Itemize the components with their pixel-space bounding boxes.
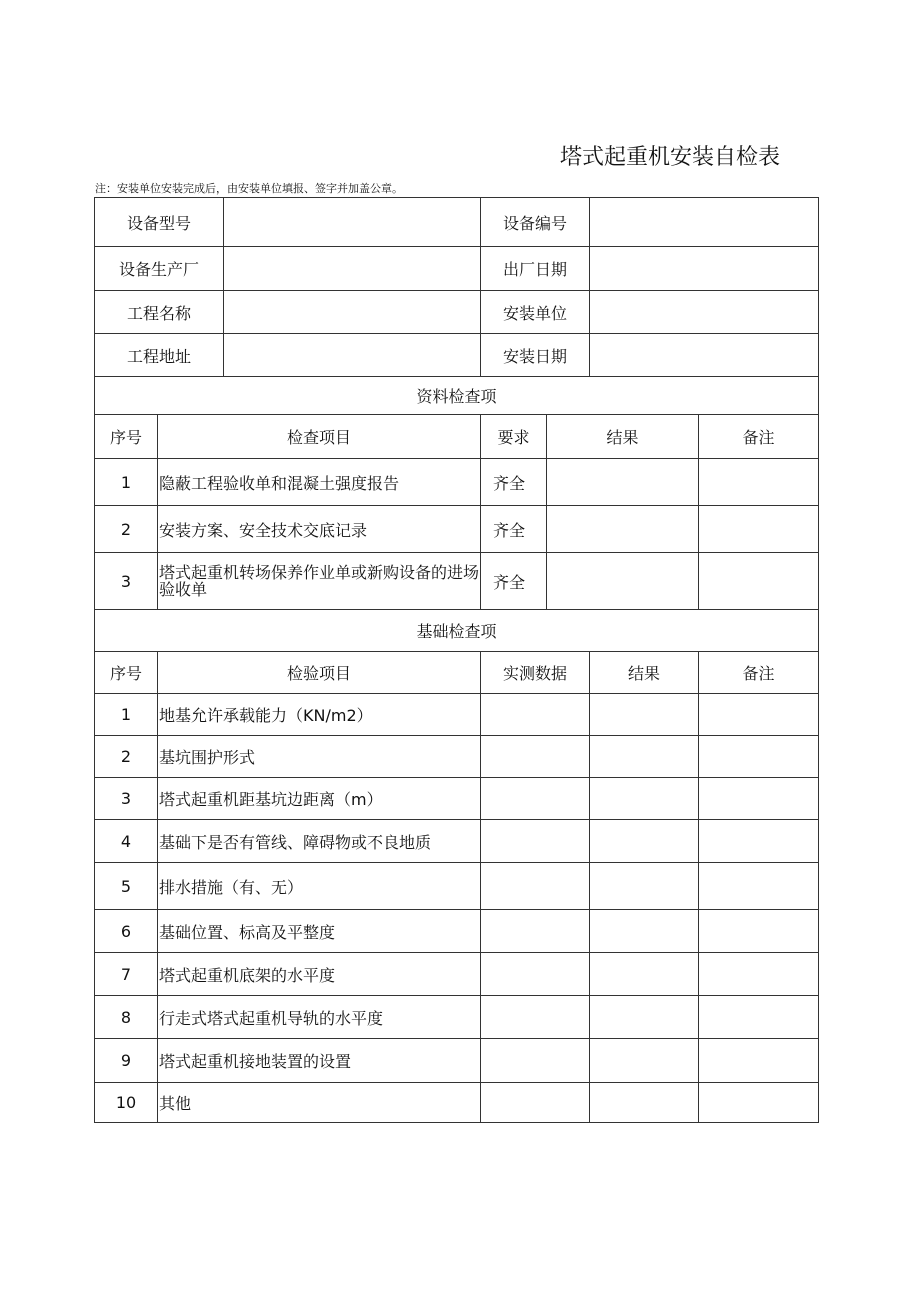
inspection-table bbox=[94, 197, 819, 1123]
row-item: 基础下是否有管线、障碍物或不良地质 bbox=[158, 820, 481, 863]
row-measured[interactable] bbox=[481, 1039, 590, 1083]
value-install-unit[interactable] bbox=[590, 291, 819, 334]
row-result[interactable] bbox=[547, 459, 699, 506]
row-remark[interactable] bbox=[699, 694, 819, 736]
value-factory-date[interactable] bbox=[590, 247, 819, 291]
row-result[interactable] bbox=[590, 953, 699, 996]
row-no: 10 bbox=[95, 1083, 158, 1123]
row-item: 行走式塔式起重机导轨的水平度 bbox=[158, 996, 481, 1039]
table-row bbox=[95, 694, 819, 736]
row-item: 基础位置、标高及平整度 bbox=[158, 910, 481, 953]
table-row bbox=[95, 1083, 819, 1123]
row-item: 隐蔽工程验收单和混凝土强度报告 bbox=[158, 459, 481, 506]
row-item: 塔式起重机距基坑边距离（m） bbox=[158, 778, 481, 820]
table-row bbox=[95, 953, 819, 996]
label-install-unit: 安装单位 bbox=[481, 291, 590, 334]
row-remark[interactable] bbox=[699, 1083, 819, 1123]
row-measured[interactable] bbox=[481, 910, 590, 953]
row-remark[interactable] bbox=[699, 953, 819, 996]
table-row bbox=[95, 778, 819, 820]
table-row bbox=[95, 736, 819, 778]
section-header-row bbox=[95, 610, 819, 652]
row-no: 8 bbox=[95, 996, 158, 1039]
table-row bbox=[95, 910, 819, 953]
row-no: 6 bbox=[95, 910, 158, 953]
row-remark[interactable] bbox=[699, 736, 819, 778]
column-header-row bbox=[95, 652, 819, 694]
info-row bbox=[95, 198, 819, 247]
row-item: 其他 bbox=[158, 1083, 481, 1123]
table-row bbox=[95, 820, 819, 863]
row-requirement: 齐全 bbox=[481, 553, 547, 610]
page-title: 塔式起重机安装自检表 bbox=[560, 145, 781, 170]
section-header-row bbox=[95, 377, 819, 415]
col-header-remark: 备注 bbox=[699, 652, 819, 694]
value-equipment-model[interactable] bbox=[224, 198, 481, 247]
label-manufacturer: 设备生产厂 bbox=[95, 247, 224, 291]
row-measured[interactable] bbox=[481, 736, 590, 778]
label-project-name: 工程名称 bbox=[95, 291, 224, 334]
row-no: 7 bbox=[95, 953, 158, 996]
col-header-measured: 实测数据 bbox=[481, 652, 590, 694]
row-requirement: 齐全 bbox=[481, 459, 547, 506]
column-header-row bbox=[95, 415, 819, 459]
row-measured[interactable] bbox=[481, 778, 590, 820]
col-header-remark: 备注 bbox=[699, 415, 819, 459]
docs-section-title: 资料检查项 bbox=[95, 377, 819, 415]
row-item: 安装方案、安全技术交底记录 bbox=[158, 506, 481, 553]
row-no: 5 bbox=[95, 863, 158, 910]
row-item: 基坑围护形式 bbox=[158, 736, 481, 778]
row-remark[interactable] bbox=[699, 1039, 819, 1083]
label-project-address: 工程地址 bbox=[95, 334, 224, 377]
value-project-address[interactable] bbox=[224, 334, 481, 377]
row-item: 塔式起重机接地装置的设置 bbox=[158, 1039, 481, 1083]
row-result[interactable] bbox=[590, 996, 699, 1039]
label-equipment-no: 设备编号 bbox=[481, 198, 590, 247]
col-header-requirement: 要求 bbox=[481, 415, 547, 459]
label-install-date: 安装日期 bbox=[481, 334, 590, 377]
row-result[interactable] bbox=[590, 778, 699, 820]
row-no: 3 bbox=[95, 778, 158, 820]
foundation-section-title: 基础检查项 bbox=[95, 610, 819, 652]
row-remark[interactable] bbox=[699, 820, 819, 863]
row-no: 1 bbox=[95, 459, 158, 506]
row-item: 塔式起重机转场保养作业单或新购设备的进场验收单 bbox=[158, 553, 481, 610]
row-remark[interactable] bbox=[699, 778, 819, 820]
row-result[interactable] bbox=[547, 506, 699, 553]
row-remark[interactable] bbox=[699, 506, 819, 553]
row-no: 4 bbox=[95, 820, 158, 863]
row-result[interactable] bbox=[590, 863, 699, 910]
row-requirement: 齐全 bbox=[481, 506, 547, 553]
row-remark[interactable] bbox=[699, 459, 819, 506]
info-row bbox=[95, 334, 819, 377]
value-install-date[interactable] bbox=[590, 334, 819, 377]
row-result[interactable] bbox=[590, 1083, 699, 1123]
row-no: 2 bbox=[95, 736, 158, 778]
table-row bbox=[95, 506, 819, 553]
row-item: 塔式起重机底架的水平度 bbox=[158, 953, 481, 996]
value-manufacturer[interactable] bbox=[224, 247, 481, 291]
col-header-result: 结果 bbox=[590, 652, 699, 694]
info-row bbox=[95, 291, 819, 334]
row-no: 2 bbox=[95, 506, 158, 553]
info-row bbox=[95, 247, 819, 291]
row-remark[interactable] bbox=[699, 910, 819, 953]
row-no: 1 bbox=[95, 694, 158, 736]
row-measured[interactable] bbox=[481, 863, 590, 910]
row-result[interactable] bbox=[590, 1039, 699, 1083]
label-factory-date: 出厂日期 bbox=[481, 247, 590, 291]
value-equipment-no[interactable] bbox=[590, 198, 819, 247]
row-result[interactable] bbox=[590, 820, 699, 863]
row-remark[interactable] bbox=[699, 996, 819, 1039]
row-result[interactable] bbox=[547, 553, 699, 610]
col-header-result: 结果 bbox=[547, 415, 699, 459]
row-no: 9 bbox=[95, 1039, 158, 1083]
row-measured[interactable] bbox=[481, 1083, 590, 1123]
col-header-no: 序号 bbox=[95, 415, 158, 459]
col-header-no: 序号 bbox=[95, 652, 158, 694]
row-result[interactable] bbox=[590, 736, 699, 778]
row-remark[interactable] bbox=[699, 553, 819, 610]
row-measured[interactable] bbox=[481, 694, 590, 736]
table-row bbox=[95, 996, 819, 1039]
row-measured[interactable] bbox=[481, 996, 590, 1039]
form-note: 注：安装单位安装完成后，由安装单位填报、签字并加盖公章。 bbox=[95, 182, 403, 195]
table-row bbox=[95, 1039, 819, 1083]
row-result[interactable] bbox=[590, 910, 699, 953]
row-item: 排水措施（有、无） bbox=[158, 863, 481, 910]
row-no: 3 bbox=[95, 553, 158, 610]
table-row bbox=[95, 553, 819, 610]
label-equipment-model: 设备型号 bbox=[95, 198, 224, 247]
col-header-item: 检验项目 bbox=[158, 652, 481, 694]
row-remark[interactable] bbox=[699, 863, 819, 910]
value-project-name[interactable] bbox=[224, 291, 481, 334]
row-item: 地基允许承载能力（KN∕m2） bbox=[158, 694, 481, 736]
row-measured[interactable] bbox=[481, 820, 590, 863]
table-row bbox=[95, 459, 819, 506]
col-header-item: 检查项目 bbox=[158, 415, 481, 459]
row-measured[interactable] bbox=[481, 953, 590, 996]
table-row bbox=[95, 863, 819, 910]
row-result[interactable] bbox=[590, 694, 699, 736]
